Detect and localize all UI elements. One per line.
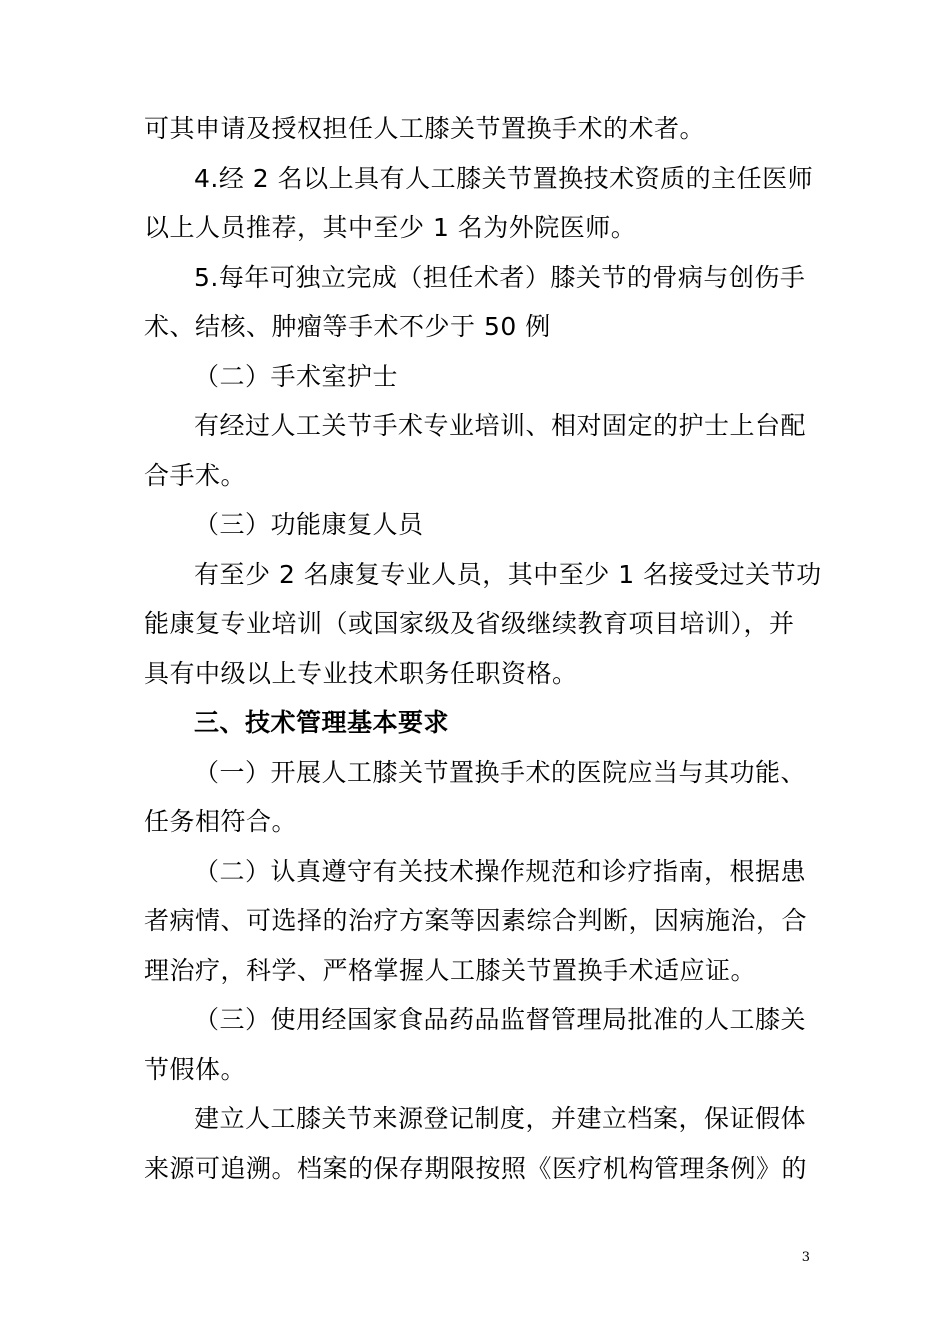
text-line: 节假体。 — [144, 1054, 247, 1084]
page-number: 3 — [801, 1250, 810, 1265]
text-line: 合手术。 — [144, 460, 247, 490]
text-line: 5.每年可独立完成（担任术者）膝关节的骨病与创伤手 — [194, 262, 806, 292]
document-body — [144, 104, 822, 1193]
text-line: 理治疗，科学、严格掌握人工膝关节置换手术适应证。 — [144, 955, 757, 985]
text-line: 者病情、可选择的治疗方案等因素综合判断，因病施治，合 — [144, 906, 808, 935]
section-subheading: （二）手术室护士 — [194, 361, 399, 391]
text-line: 来源可追溯。档案的保存期限按照《医疗机构管理条例》的 — [144, 1153, 808, 1183]
section-heading: 三、技术管理基本要求 — [194, 708, 450, 737]
text-line: 有经过人工关节手术专业培训、相对固定的护士上台配 — [194, 411, 807, 440]
text-line: 以上人员推荐，其中至少 1 名为外院医师。 — [144, 213, 637, 242]
text-line: 4.经 2 名以上具有人工膝关节置换技术资质的主任医师 — [194, 163, 814, 193]
text-line: （一）开展人工膝关节置换手术的医院应当与其功能、 — [194, 757, 807, 787]
text-line: 可其申请及授权担任人工膝关节置换手术的术者。 — [144, 114, 706, 143]
text-line: 建立人工膝关节来源登记制度，并建立档案，保证假体 — [194, 1104, 807, 1133]
text-line: （三）使用经国家食品药品监督管理局批准的人工膝关 — [194, 1005, 807, 1034]
text-line: 任务相符合。 — [144, 807, 298, 836]
text-line: 有至少 2 名康复专业人员，其中至少 1 名接受过关节功 — [194, 559, 822, 589]
section-subheading: （三）功能康复人员 — [194, 510, 424, 539]
text-line: 具有中级以上专业技术职务任职资格。 — [144, 658, 578, 688]
text-line: （二）认真遵守有关技术操作规范和诊疗指南，根据患 — [194, 856, 807, 886]
text-line: 能康复专业培训（或国家级及省级继续教育项目培训），并 — [144, 609, 795, 638]
text-line: 术、结核、肿瘤等手术不少于 50 例 — [144, 312, 551, 341]
